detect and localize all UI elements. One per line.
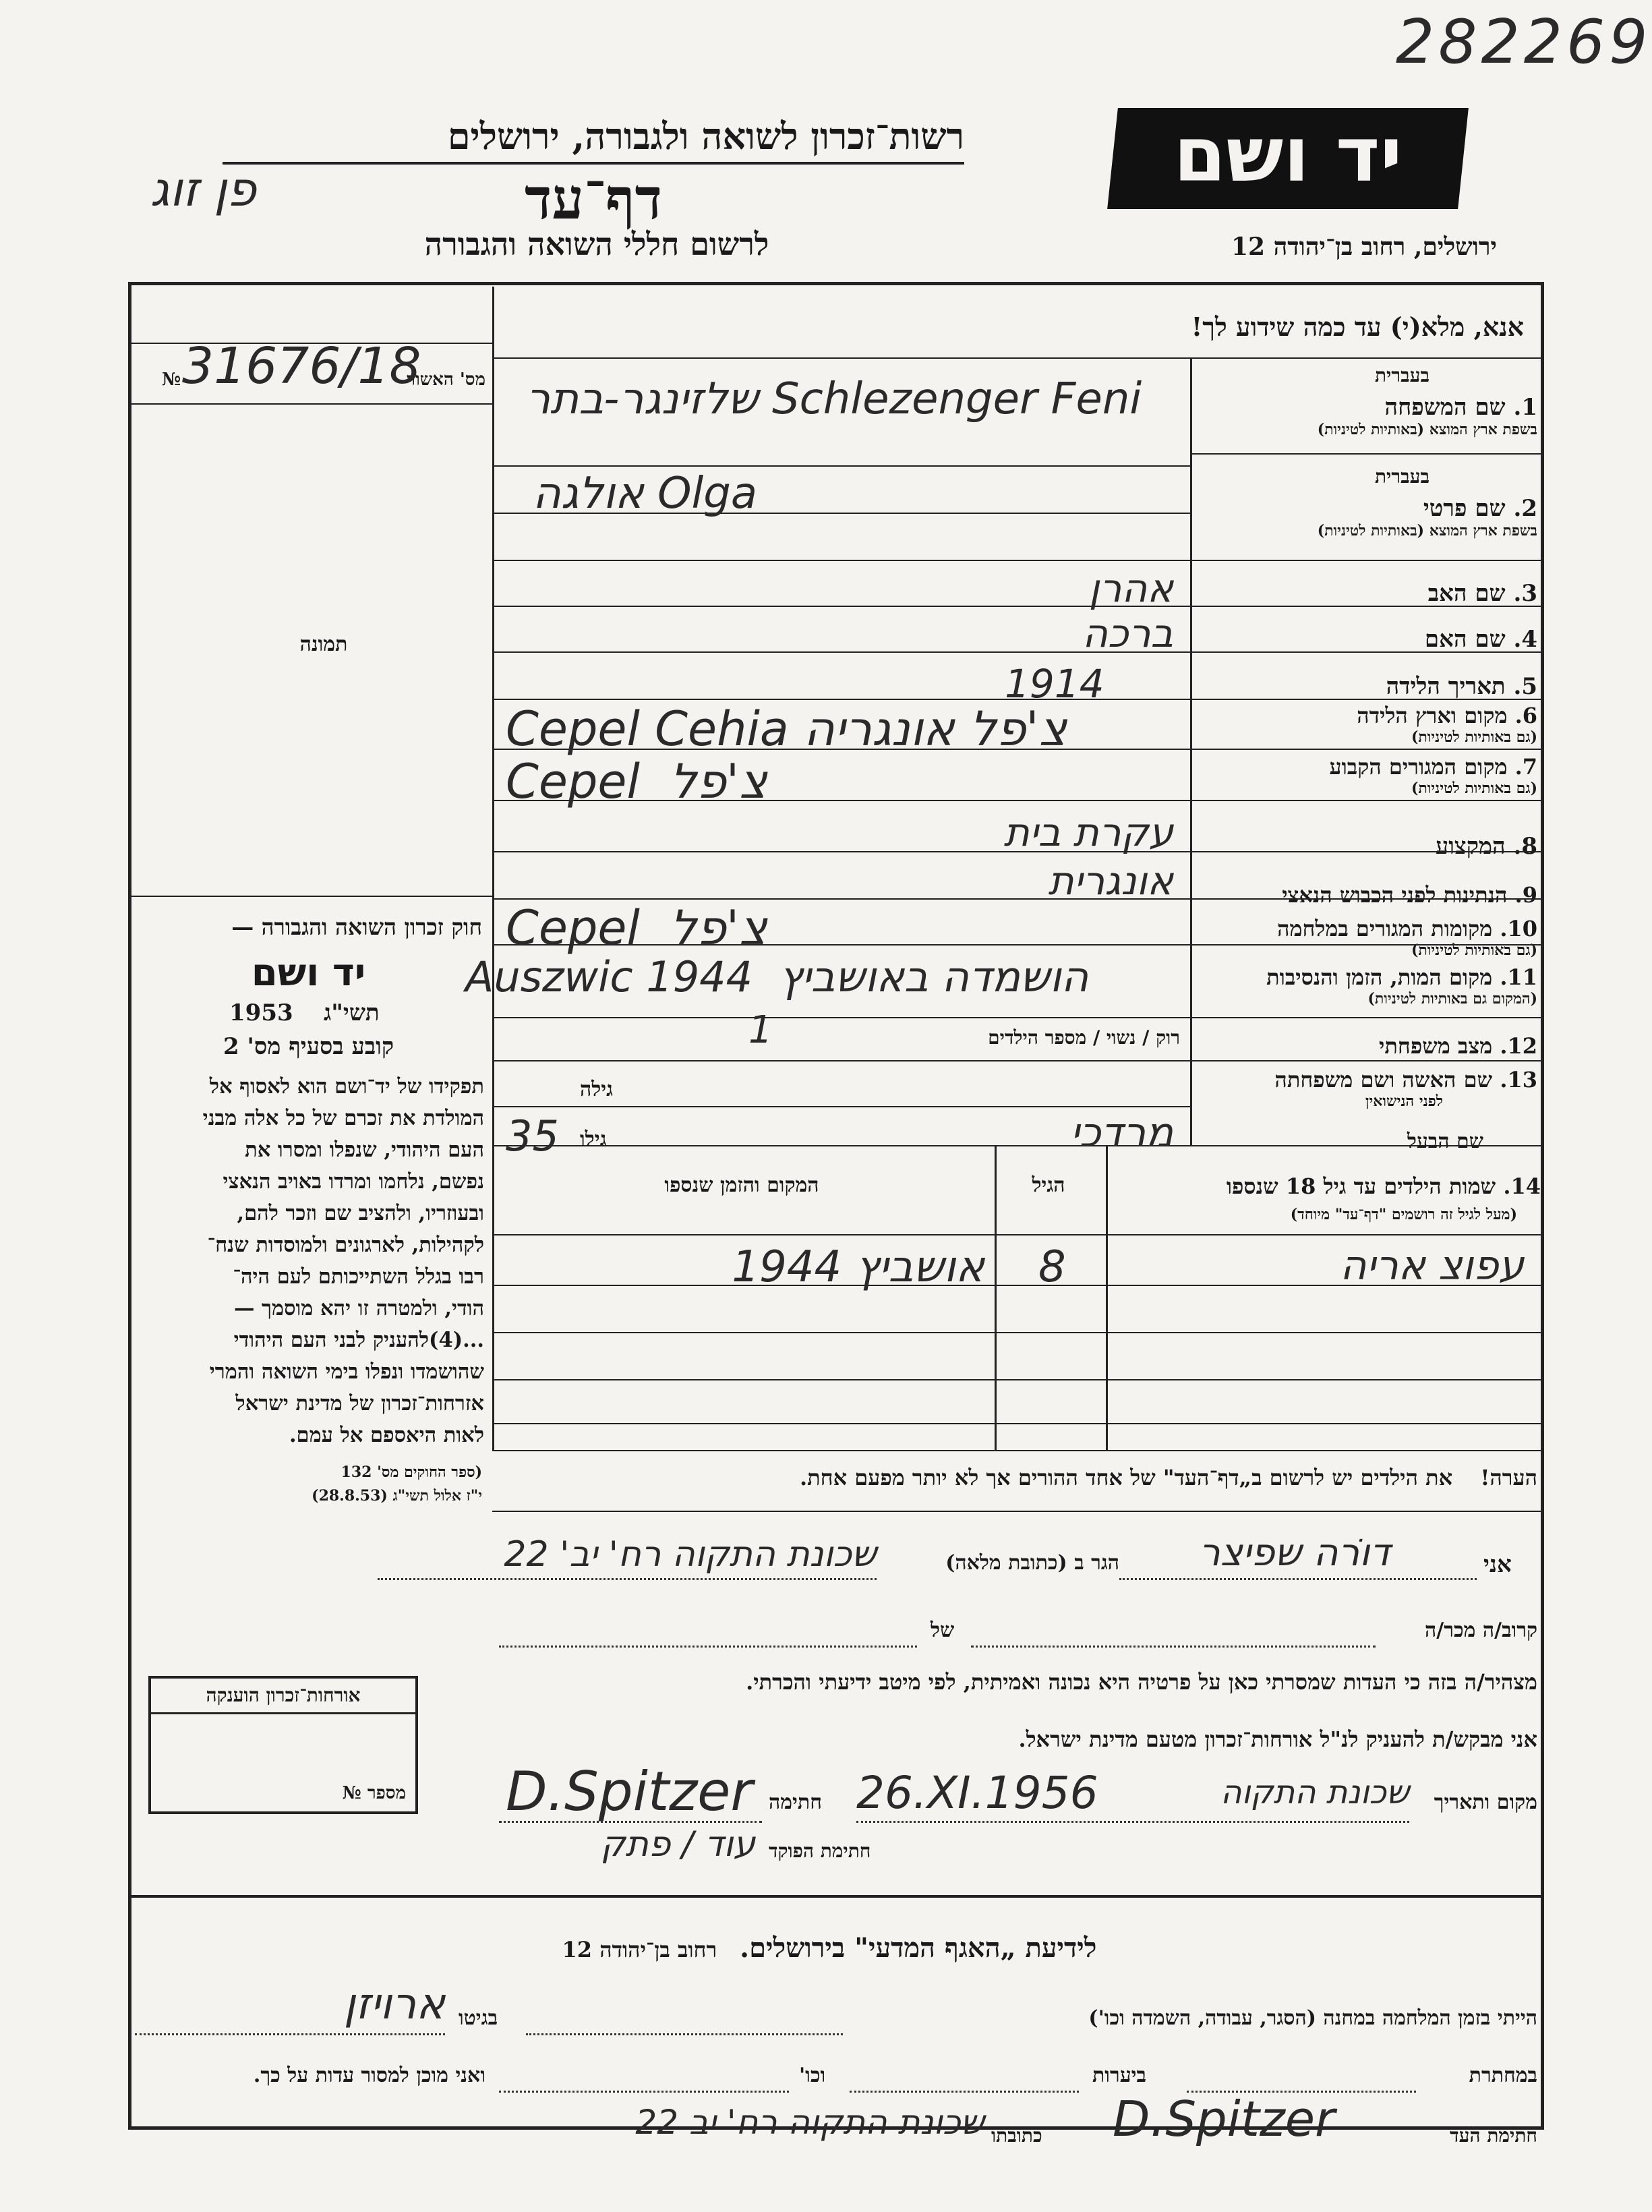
reg-bottom-rule: [131, 403, 492, 405]
field-1-value: שלזינגר-בתר Schlezenger Feni: [526, 374, 1142, 424]
field-2-label: שם פרטי: [1423, 495, 1506, 522]
field-3: 3. שם האב: [1427, 580, 1537, 607]
row-rule: [492, 1017, 1541, 1018]
photo-label: תמונה: [299, 633, 348, 656]
forests-label: ביערות: [1092, 2064, 1147, 2087]
law-line: ...(4)להעניק לבני העם היהודי: [233, 1328, 484, 1352]
note-label: הערה!: [1480, 1465, 1537, 1490]
field-13: 13. שם האשה ושם משפחתה לפני הנישואין: [1197, 1067, 1537, 1110]
footer-title-text: לידיעת „האגף המדעי" בירושלים.: [740, 1932, 1097, 1964]
law-section: קובע בסעיף מס' 2: [223, 1033, 394, 1060]
registration-prefix: №: [162, 370, 181, 390]
etc-line: [499, 2091, 789, 2093]
registration-label: מס' האשור: [407, 370, 485, 390]
form-title: דף־עד: [524, 165, 662, 232]
of-line: [499, 1646, 917, 1648]
law-line: לאות היאספם אל עמם.: [289, 1423, 484, 1447]
place-date-line: [856, 1821, 1409, 1823]
registration-number: 31676/18: [182, 337, 421, 395]
note-text: את הילדים יש לרשום ב„דף־העד" של אחד ההורים אך לא יותר מפעם אחת.: [799, 1465, 1453, 1490]
children-age-header: הגיל: [1032, 1173, 1065, 1197]
field-1-sub: בשפת ארץ המוצא (באותיות לטיניות): [1317, 421, 1537, 438]
forests-line: [850, 2091, 1079, 2093]
children-col-divider: [1106, 1146, 1108, 1450]
field-11-label: מקום המות, הזמן והנסיבות: [1266, 964, 1493, 990]
children-header-rule: [492, 1234, 1541, 1235]
margin-note: פן זוג: [150, 162, 256, 217]
declarant-address: שכונת התקוה רח' יב' 22: [504, 1534, 877, 1575]
husband-age-label: גילו: [580, 1128, 607, 1151]
field-8: 8. המקצוע: [1435, 833, 1537, 860]
header-address: ירושלים, רחוב בן־יהודה 12: [1231, 233, 1497, 261]
signature-label: חתימה: [769, 1791, 822, 1814]
law-line: אזרחות־זכרון של מדינת ישראל: [235, 1391, 484, 1416]
footer-line1-label: הייתי בזמן המלחמה במחנה (הסגר, עבודה, השמדה וכו'): [1088, 2006, 1537, 2030]
field-6-label: מקום וארץ הלידה: [1357, 703, 1508, 728]
field-11: 11. מקום המות, הזמן והנסיבות (המקום גם באותיות לטיניות): [1197, 964, 1537, 1008]
child-place: אושביץ 1944: [732, 1242, 984, 1292]
declarant-name: דוֹרה שפיצר: [1199, 1531, 1390, 1575]
honor-box: [148, 1676, 418, 1814]
footer-title: [405, 1932, 1254, 1964]
officer-label: חתימת הפוקד: [769, 1840, 871, 1862]
law-line: לקהילות, לארגונים ולמוסדות שנח־: [207, 1233, 484, 1257]
photo-bottom-rule: [131, 896, 492, 897]
left-column-divider: [492, 287, 494, 1450]
logo-text: יד ושם: [1173, 111, 1403, 199]
field-4-label: שם האם: [1424, 626, 1506, 653]
archive-number: 282269: [1396, 7, 1652, 78]
relative-line: [971, 1646, 1376, 1648]
honor-box-number: מספר №: [342, 1783, 406, 1803]
footer-line1: [526, 2033, 843, 2035]
law-body: [134, 1071, 484, 1451]
field-8-label: המקצוע: [1435, 833, 1506, 860]
field-5-value: 1914: [1005, 661, 1104, 707]
field-1-num: 1.: [1513, 394, 1537, 421]
husband-label: שם הבעל: [1407, 1130, 1483, 1153]
signature-line: [499, 1821, 762, 1823]
label-column-divider: [1190, 357, 1192, 1146]
field-1-label: שם המשפחה: [1384, 394, 1506, 421]
field-4-value: ברכה: [1082, 610, 1173, 656]
children-title: שמות הילדים עד גיל 18 שנספו: [1226, 1173, 1496, 1199]
address-line: [378, 1578, 877, 1580]
field-2-value: אולגה Olga: [533, 469, 758, 519]
spouse-sub: לפני הנישואין: [1365, 1093, 1443, 1110]
marital-label: מצב משפחתי: [1379, 1033, 1493, 1059]
relative-label: קרוב/ה מכר/ה: [1425, 1619, 1537, 1642]
law-title: חוק זכרון השואה והגבורה —: [231, 914, 482, 940]
wife-age-label: גילה: [580, 1078, 614, 1101]
field-10: 10. מקומות המגורים במלחמה (גם באותיות לטיניות): [1197, 916, 1537, 959]
etc-label: וכו': [799, 2064, 826, 2087]
field-6-value: Cepel Cehia צ'פל אונגריה: [506, 701, 1067, 757]
declarant-signature: D.Spitzer: [506, 1760, 753, 1823]
field-6-sub: (גם באותיות לטיניות): [1411, 728, 1537, 746]
row-rule: [1190, 453, 1541, 455]
field-9-value: אונגרית: [1048, 858, 1173, 904]
footer-address: רחוב בן־יהודה 12: [562, 1937, 717, 1962]
witness-address: שכונת התקוה רח' יב 22: [635, 2103, 984, 2142]
children-row-rule: [492, 1379, 1541, 1380]
children-num: 14.: [1503, 1173, 1541, 1199]
field-3-label: שם האב: [1427, 580, 1506, 607]
husband-age: 35: [506, 1111, 559, 1161]
law-ref-2: י"ז אלול תשי"ג (28.8.53): [312, 1487, 482, 1505]
marital-children: 1: [748, 1008, 773, 1052]
declaration-text: מצהיר/ה בזה כי העדות שמסרתי כאן על פרטיה היא נכונה ואמיתית, לפי מיטב ידיעתי והכרתי.: [746, 1669, 1537, 1695]
field-2-num: 2.: [1513, 495, 1537, 522]
law-line: נפשם, נלחמו ומרדו באויב הנאצי: [223, 1169, 484, 1194]
field-12: 12. מצב משפחתי: [1379, 1033, 1537, 1059]
declarant-name-line: [1119, 1578, 1477, 1580]
witness-signature: D.Spitzer: [1113, 2091, 1335, 2147]
law-line: רבו בגלל השתייכותם לעם היה־: [233, 1264, 484, 1289]
field-8-value: עקרת בית: [1003, 809, 1173, 855]
declaration-place: שכונת התקוה: [1220, 1774, 1409, 1811]
place-date-label: מקום ותאריך: [1434, 1791, 1537, 1814]
spouse-label: שם האשה ושם משפחתה: [1274, 1067, 1493, 1093]
field-11-sub: (המקום גם באותיות לטיניות): [1367, 990, 1537, 1008]
note-rule: [492, 1511, 1541, 1512]
children-sub: (מעל לגיל זה רושמים "דף־עד" מיוחד): [1290, 1206, 1517, 1223]
institution-name: רשות־זכרון לשואה ולגבורה, ירושלים: [223, 115, 964, 165]
children-label: [1113, 1173, 1541, 1199]
field-10-label: מקומות המגורים במלחמה: [1277, 916, 1493, 941]
row-rule: [492, 1106, 1190, 1107]
law-line: העם היהודי, שנפלו ומסרו את: [245, 1138, 484, 1162]
law-name: יד ושם: [251, 951, 366, 995]
law-ref-1: (ספר החוקים מס' 132: [341, 1463, 482, 1481]
row-rule: [492, 560, 1541, 561]
children-row-rule: [492, 1332, 1541, 1333]
ghetto-label: בגיטו: [459, 2006, 498, 2030]
field-7: 7. מקום המגורים הקבוע (גם באותיות לטיניות): [1197, 754, 1537, 797]
field-5: 5. תאריך הלידה: [1386, 673, 1537, 700]
intro-text: אנא, מלא(י) עד כמה שידוע לך!: [1191, 312, 1524, 342]
ghetto-line: [135, 2033, 445, 2035]
honor-box-title: אורחות־זכרון הוענקה: [151, 1679, 415, 1714]
law-line: תפקידו של יד־ושם הוא לאסוף אל: [209, 1074, 484, 1099]
officer-signature: עוד / פתק: [600, 1824, 755, 1865]
field-7-label: מקום המגורים הקבוע: [1329, 754, 1508, 780]
field-5-label: תאריך הלידה: [1386, 673, 1506, 700]
field-6: 6. מקום וארץ הלידה (גם באותיות לטיניות): [1197, 703, 1537, 746]
footer-rule: [131, 1895, 1541, 1898]
ready-label: ואני מוכן למסור עדות על כך.: [253, 2064, 485, 2087]
field-7-sub: (גם באותיות לטיניות): [1411, 780, 1537, 797]
declaration-date: 26.XI.1956: [856, 1767, 1098, 1819]
children-place-header: המקום והזמן שנספו: [664, 1173, 819, 1197]
footer-camp: ארויזן: [343, 1979, 445, 2029]
field-9-label: הנתינות לפני הכבוש הנאצי: [1282, 882, 1508, 908]
of-label: של: [931, 1619, 955, 1642]
row-rule: [492, 465, 1190, 467]
law-line: ובעוזריו, ולהציב שם וזכר להם,: [237, 1201, 484, 1225]
marital-options: רוק / נשוי / מספר הילדים: [988, 1026, 1180, 1049]
field-4: 4. שם האם: [1424, 626, 1537, 653]
address-label: הגר ב (כתובת מלאה): [945, 1551, 1119, 1575]
intro-rule: [492, 357, 1541, 359]
field-11-value: Auszwic 1944 הושמדה באושביץ: [465, 952, 1089, 1001]
husband-name: מרדכי: [1070, 1109, 1173, 1157]
field-2: [1197, 465, 1537, 540]
field-2-hebrew: בעברית: [1374, 465, 1429, 488]
children-col-divider: [995, 1146, 997, 1450]
children-row-rule: [492, 1450, 1541, 1451]
row-rule: [492, 1060, 1541, 1061]
field-3-value: אהרן: [1088, 565, 1173, 611]
field-7-value: Cepel צ'פל: [506, 754, 767, 809]
field-2-sub: בשפת ארץ המוצא (באותיות לטיניות): [1317, 522, 1537, 540]
form-subtitle: לרשום חללי השואה והגבורה: [424, 226, 769, 262]
child-name: עפוצ אריה: [1340, 1242, 1524, 1289]
request-text: אני מבקש/ת להעניק לנ"ל אורחות־זכרון מטעם מדינת ישראל.: [1018, 1726, 1537, 1752]
witness-sig-label: חתימת העד: [1450, 2124, 1537, 2147]
field-10-sub: (גם באותיות לטיניות): [1411, 941, 1537, 959]
child-age: 8: [1038, 1242, 1066, 1292]
children-row-rule: [492, 1423, 1541, 1424]
witness-address-label: כתובתו: [991, 2124, 1042, 2147]
field-10-value: Cepel צ'פל: [506, 900, 767, 956]
law-line: שהושמדו ונפלו בימי השואה והמרי: [209, 1360, 484, 1384]
field-1-hebrew: בעברית: [1374, 364, 1429, 386]
note: [499, 1465, 1537, 1490]
law-line: המולדת את זכרם של כל אלה מבני: [202, 1106, 484, 1130]
law-year: 1953: [229, 999, 293, 1026]
declarant-i-label: אני: [1483, 1551, 1512, 1578]
field-1: [1197, 364, 1537, 438]
law-line: הודי, ולמטרה זו יהא מוסמך —: [233, 1296, 484, 1320]
field-9: 9. הנתינות לפני הכבוש הנאצי: [1282, 882, 1537, 908]
law-year-he: תשי"ג: [324, 999, 380, 1026]
underground-label: במחתרת: [1469, 2064, 1537, 2087]
